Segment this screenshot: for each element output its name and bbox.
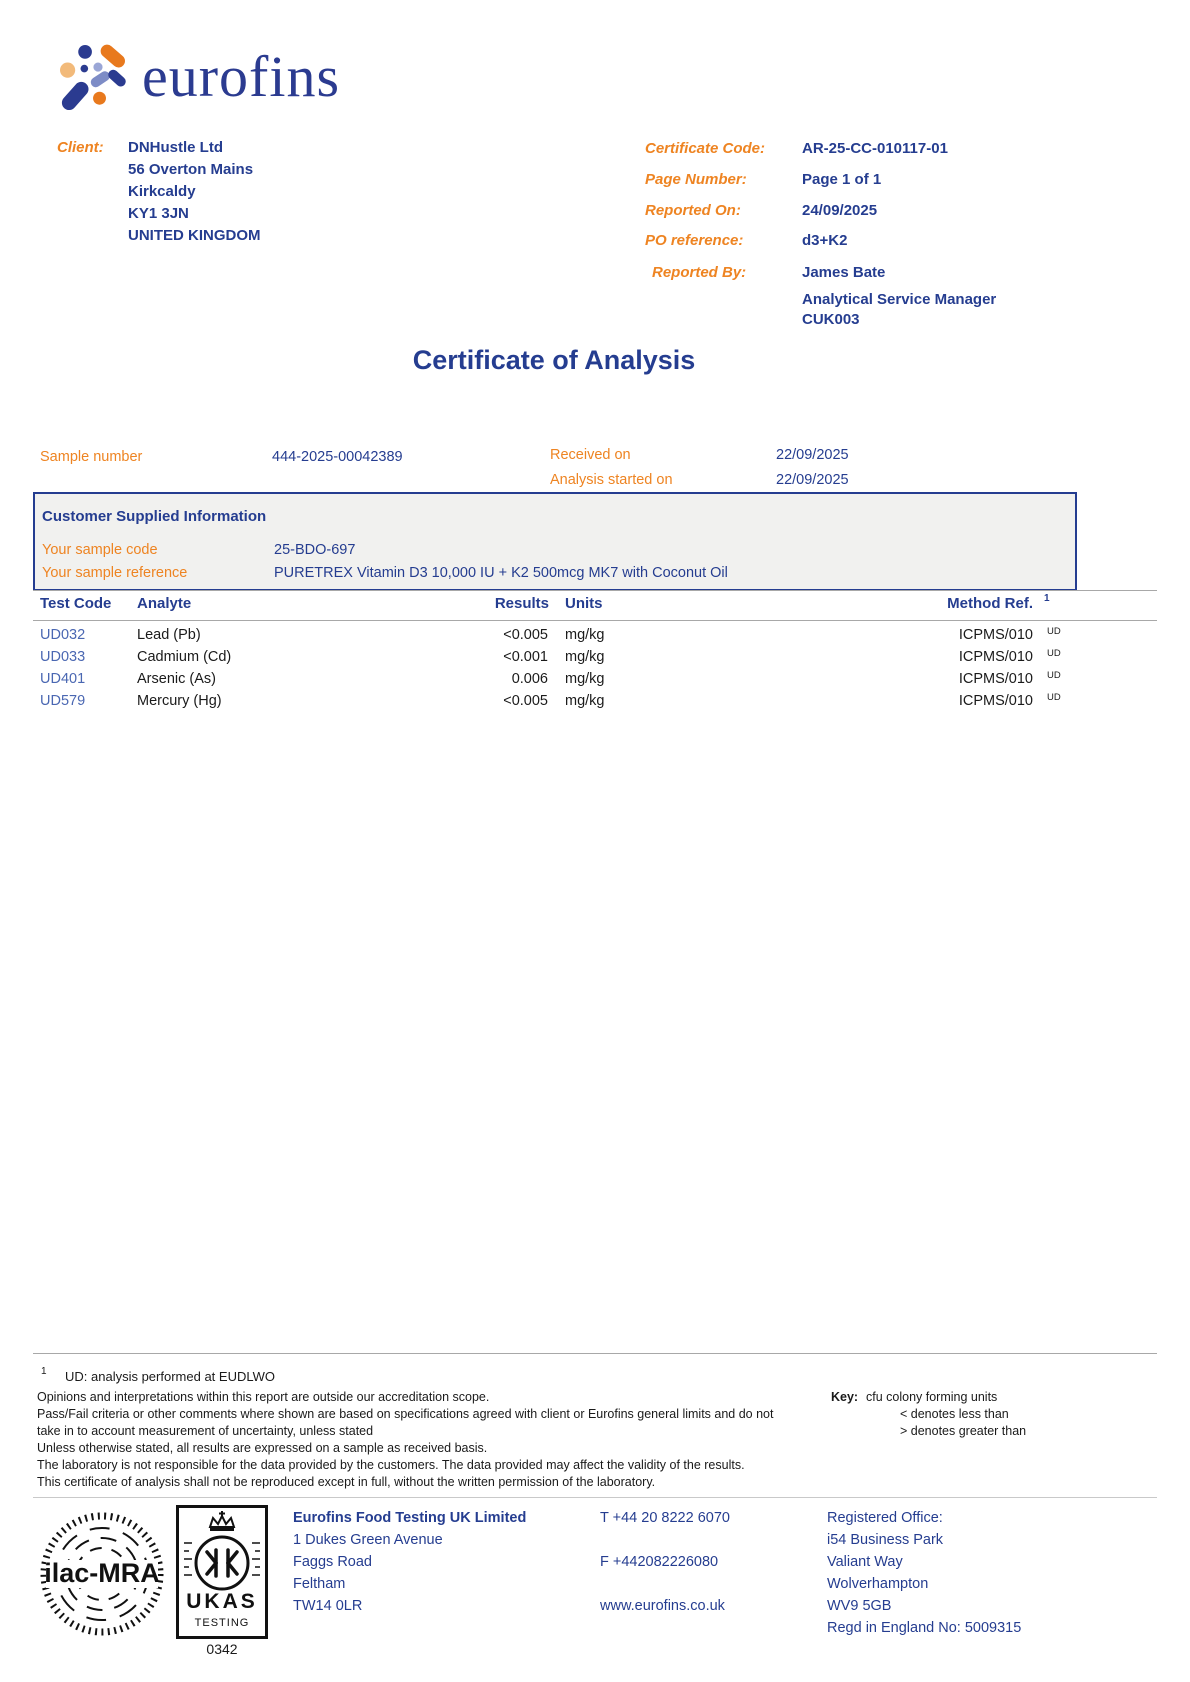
sample-number-label: Sample number [40,449,143,465]
sample-code-value: 25-BDO-697 [274,542,356,558]
key-less-than: < denotes less than [900,1407,1009,1421]
key-greater-than: > denotes greater than [900,1424,1027,1438]
sample-reference-value: PURETREX Vitamin D3 10,000 IU + K2 500mcg MK7 with Coconut Oil [274,565,728,581]
svg-text:ilac-MRA: ilac-MRA [44,1558,160,1588]
method-site-superscript: UD [1047,626,1061,637]
disclaimer-line: Pass/Fail criteria or other comments where shown are based on specifications agreed with client or Eurofins general limits and do not [37,1407,774,1421]
ilac-mra-mark-icon [38,1510,166,1638]
ukas-accreditation-number: 0342 [206,1641,238,1657]
sample-number-value: 444-2025-00042389 [272,449,403,465]
sample-code-label: Your sample code [42,542,158,558]
analyte-cell: Mercury (Hg) [137,693,222,709]
footnote-rule [33,1353,1157,1354]
method-ref-cell: ICPMS/010 [958,649,1033,665]
col-header-test-code: Test Code [40,595,112,612]
eurofins-logo-icon [60,42,136,118]
lab-address-line: 1 Dukes Green Avenue [293,1532,443,1548]
lab-address-line: Faggs Road [293,1554,372,1570]
client-name: DNHustle Ltd [128,139,223,156]
footer-rule [33,1497,1157,1498]
units-cell: mg/kg [565,671,605,687]
result-cell: 0.006 [511,671,548,687]
method-site-superscript: UD [1047,648,1061,659]
lab-website: www.eurofins.co.uk [600,1598,725,1614]
result-cell: <0.005 [503,627,548,643]
key-cfu: cfu colony forming units [866,1390,998,1404]
client-address-line: Kirkcaldy [128,183,196,200]
reported-on-value: 24/09/2025 [802,202,878,219]
col-header-units: Units [565,595,603,612]
eurofins-logo [60,40,400,118]
units-cell: mg/kg [565,627,605,643]
registered-office-line: i54 Business Park [827,1532,944,1548]
disclaimer-line: take in to account measurement of uncertainty, unless stated [37,1424,374,1438]
method-ref-cell: ICPMS/010 [958,693,1033,709]
col-header-method-ref-footnote-marker: 1 [1044,593,1050,604]
registered-office-line: Wolverhampton [827,1576,929,1592]
analysis-started-label: Analysis started on [550,472,673,488]
client-address-line: KY1 3JN [128,205,189,222]
footnote-marker: 1 [41,1366,47,1377]
reported-by-value: James Bate [802,264,886,281]
client-address-line: UNITED KINGDOM [128,227,261,244]
lab-address-line: Feltham [293,1576,346,1592]
method-site-superscript: UD [1047,670,1061,681]
test-code-cell: UD032 [40,627,86,643]
page-title: Certificate of Analysis [412,345,696,375]
certificate-code-value: AR-25-CC-010117-01 [802,140,948,157]
registered-office-line: Registered Office: [827,1510,943,1526]
disclaimer-line: Unless otherwise stated, all results are expressed on a sample as received basis. [37,1441,488,1455]
customer-info-box [33,492,1077,591]
col-header-analyte: Analyte [137,595,192,612]
po-reference-value: d3+K2 [802,232,848,249]
table-rule-top [33,590,1157,591]
disclaimer-line: Opinions and interpretations within this report are outside our accreditation scope. [37,1390,490,1404]
lab-name: Eurofins Food Testing UK Limited [293,1510,527,1526]
eurofins-wordmark: eurofins [142,44,341,109]
page-number-label: Page Number: [645,171,747,188]
registered-office-line: Regd in England No: 5009315 [827,1620,1022,1636]
col-header-results: Results [494,595,549,612]
method-site-superscript: UD [1047,692,1061,703]
lab-address-line: TW14 0LR [293,1598,363,1614]
test-code-cell: UD401 [40,671,86,687]
reported-by-role: Analytical Service Manager [802,291,997,308]
sample-reference-label: Your sample reference [42,565,188,581]
col-header-method-ref: Method Ref. [947,595,1033,612]
registered-office-line: WV9 5GB [827,1598,892,1614]
table-rule-header [33,620,1157,621]
analyte-cell: Arsenic (As) [137,671,216,687]
reported-by-code: CUK003 [802,311,860,328]
test-code-cell: UD033 [40,649,86,665]
client-address-line: 56 Overton Mains [128,161,254,178]
test-code-cell: UD579 [40,693,86,709]
method-ref-cell: ICPMS/010 [958,627,1033,643]
disclaimer-line: This certificate of analysis shall not be reproduced except in full, without the written permission of the laboratory. [37,1475,656,1489]
client-label: Client: [57,139,104,156]
result-cell: <0.005 [503,693,548,709]
footnote-text: UD: analysis performed at EUDLWO [65,1369,275,1384]
svg-text:TESTING: TESTING [194,1617,250,1629]
page-number-value: Page 1 of 1 [802,171,882,188]
units-cell: mg/kg [565,649,605,665]
analysis-started-value: 22/09/2025 [776,472,849,488]
ukas-mark-icon [176,1505,268,1639]
reported-on-label: Reported On: [645,202,741,219]
received-on-value: 22/09/2025 [776,447,849,463]
result-cell: <0.001 [503,649,548,665]
customer-info-heading: Customer Supplied Information [42,508,267,525]
received-on-label: Received on [550,447,631,463]
svg-text:UKAS: UKAS [186,1590,258,1613]
certificate-code-label: Certificate Code: [645,140,766,157]
key-label: Key: [831,1390,859,1404]
po-reference-label: PO reference: [645,232,744,249]
analyte-cell: Cadmium (Cd) [137,649,232,665]
method-ref-cell: ICPMS/010 [958,671,1033,687]
lab-telephone: T +44 20 8222 6070 [600,1510,730,1526]
units-cell: mg/kg [565,693,605,709]
reported-by-label: Reported By: [652,264,747,281]
registered-office-line: Valiant Way [827,1554,903,1570]
disclaimer-line: The laboratory is not responsible for the data provided by the customers. The data provided may affect the validity of the results. [37,1458,745,1472]
analyte-cell: Lead (Pb) [137,627,201,643]
lab-fax: F +442082226080 [600,1554,719,1570]
